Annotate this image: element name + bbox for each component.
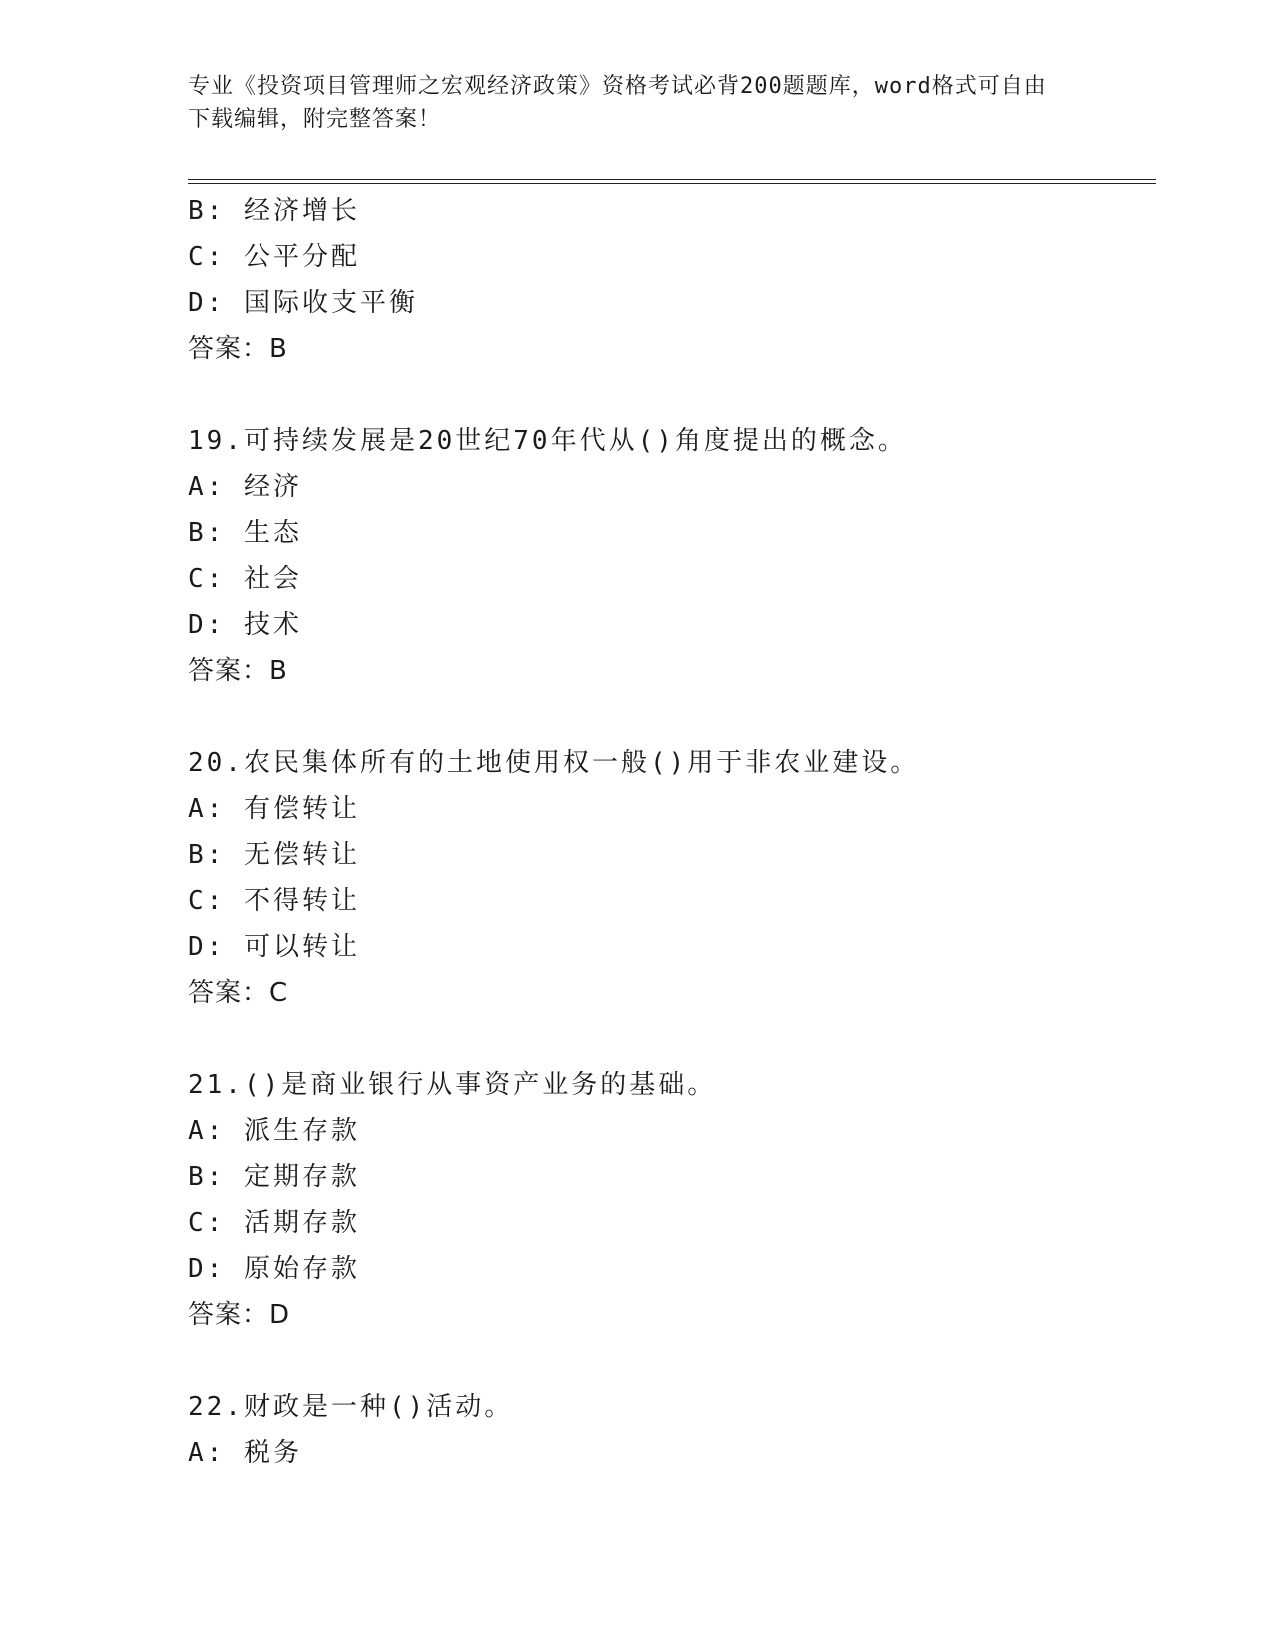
- option-c: C: 社会: [188, 564, 302, 594]
- option-c: C: 公平分配: [188, 242, 360, 272]
- option-a: A: 税务: [188, 1438, 302, 1468]
- question-block-20: [188, 740, 1148, 1016]
- option-c: C: 不得转让: [188, 886, 360, 916]
- header-divider-bottom: [188, 183, 1156, 184]
- option-c: C: 活期存款: [188, 1208, 360, 1238]
- answer-line: 答案：B: [188, 656, 288, 686]
- document-title: 专业《投资项目管理师之宏观经济政策》资格考试必背200题题库，word格式可自由下载编辑，附完整答案！: [188, 74, 1047, 132]
- question-block-partial: [188, 188, 1148, 372]
- question-stem: 21.()是商业银行从事资产业务的基础。: [188, 1070, 717, 1100]
- option-d: D: 国际收支平衡: [188, 288, 418, 318]
- question-list: [188, 188, 1148, 1476]
- option-d: D: 可以转让: [188, 932, 360, 962]
- option-d: D: 原始存款: [188, 1254, 360, 1284]
- header-divider-top: [188, 179, 1156, 180]
- question-block-22: [188, 1384, 1148, 1476]
- option-a: A: 经济: [188, 472, 302, 502]
- document-header: [188, 70, 1068, 136]
- question-stem: 22.财政是一种()活动。: [188, 1392, 514, 1422]
- option-b: B: 经济增长: [188, 196, 360, 226]
- answer-line: 答案：B: [188, 334, 288, 364]
- option-b: B: 生态: [188, 518, 302, 548]
- question-stem: 20.农民集体所有的土地使用权一般()用于非农业建设。: [188, 748, 920, 778]
- question-block-19: [188, 418, 1148, 694]
- answer-line: 答案：C: [188, 978, 289, 1008]
- question-stem: 19.可持续发展是20世纪70年代从()角度提出的概念。: [188, 426, 907, 456]
- option-b: B: 无偿转让: [188, 840, 360, 870]
- option-a: A: 有偿转让: [188, 794, 360, 824]
- option-a: A: 派生存款: [188, 1116, 360, 1146]
- answer-line: 答案：D: [188, 1300, 291, 1330]
- option-d: D: 技术: [188, 610, 302, 640]
- option-b: B: 定期存款: [188, 1162, 360, 1192]
- question-block-21: [188, 1062, 1148, 1338]
